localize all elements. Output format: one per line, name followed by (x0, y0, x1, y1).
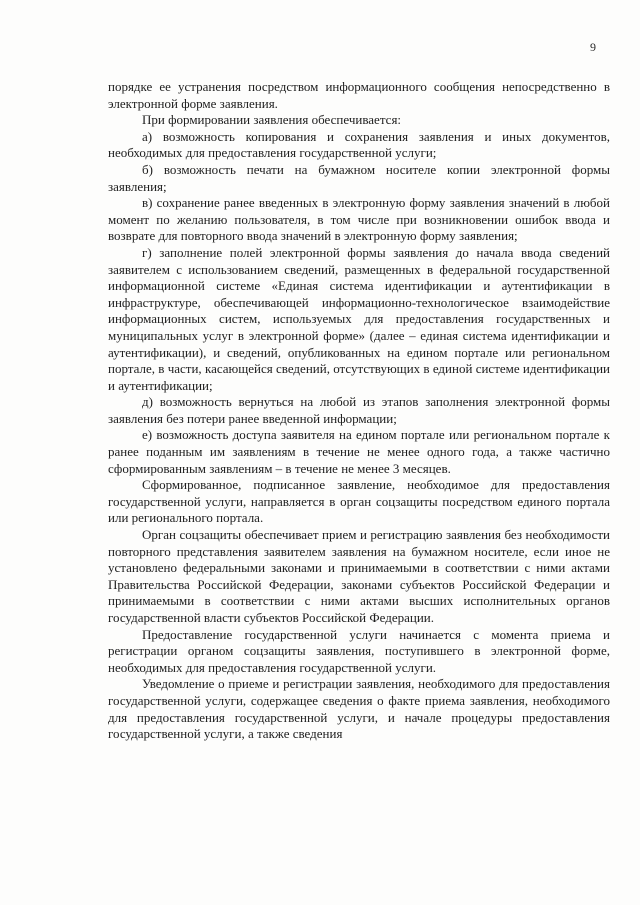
paragraph-intro: При формировании заявления обеспечивается: (142, 112, 402, 128)
paragraph-service-start: Предоставление государственной услуги начинается с момента приема и регистрации органом соцзащиты заявления, поступившего в электронной форме, необходимых для предоставления государственной услуги. (108, 626, 610, 675)
list-item-b: б) возможность печати на бумажном носителе копии электронной формы заявления; (108, 161, 610, 194)
paragraph-submission: Сформированное, подписанное заявление, необходимое для предоставления государственной услуги, направляется в орган соцзащиты посредством единого портала или регионального портала. (108, 477, 610, 526)
document-body (108, 79, 610, 743)
list-item-e: е) возможность доступа заявителя на едином портале или региональном портале к ранее поданным им заявлениям в течение не менее одного года, а также частично сформированным заявлениям – в течение не менее 3 месяцев. (108, 427, 610, 476)
paragraph-notification: Уведомление о приеме и регистрации заявления, необходимого для предоставления государственной услуги, содержащее сведения о факте приема заявления, необходимого для предоставления государственной услуги, и начале процедуры предоставления государственной услуги, а также сведения (108, 676, 610, 742)
list-item-a: а) возможность копирования и сохранения заявления и иных документов, необходимых для предоставления государственной услуги; (108, 128, 610, 161)
paragraph-continuation: порядке ее устранения посредством информационного сообщения непосредственно в электронной форме заявления. (108, 79, 610, 111)
list-item-g: г) заполнение полей электронной формы заявления до начала ввода сведений заявителем с использованием сведений, размещенных в федеральной государственной информационной системе «Единая система идентификации и аутентификации в инфраструктуре, обеспечивающей информационно-технологическое взаимодействие информационных систем, используемых для предоставления государственных и муниципальных услуг в электронной форме» (далее – единая система идентификации и аутентификации), и сведений, опубликованных на едином портале или региональном портале, в части, касающейся сведений, отсутствующих в единой системе идентификации и аутентификации; (108, 244, 610, 393)
list-item-d: д) возможность вернуться на любой из этапов заполнения электронной формы заявления без потери ранее введенной информации; (108, 394, 610, 426)
list-item-v: в) сохранение ранее введенных в электронную форму заявления значений в любой момент по желанию пользователя, в том числе при возникновении ошибок ввода и возврате для повторного ввода значений в электронную форму заявления; (108, 195, 610, 244)
page-number: 9 (590, 40, 596, 54)
paragraph-registration: Орган соцзащиты обеспечивает прием и регистрацию заявления без необходимости повторного представления заявителем заявления на бумажном носителе, если иное не установлено федеральными законами и принимаемыми в соответствии с ними актами Правительства Российской Федерации, законами субъектов Российской Федерации и принимаемыми в соответствии с ними актами высших исполнительных органов государственной власти субъектов Российской Федерации. (108, 527, 610, 625)
